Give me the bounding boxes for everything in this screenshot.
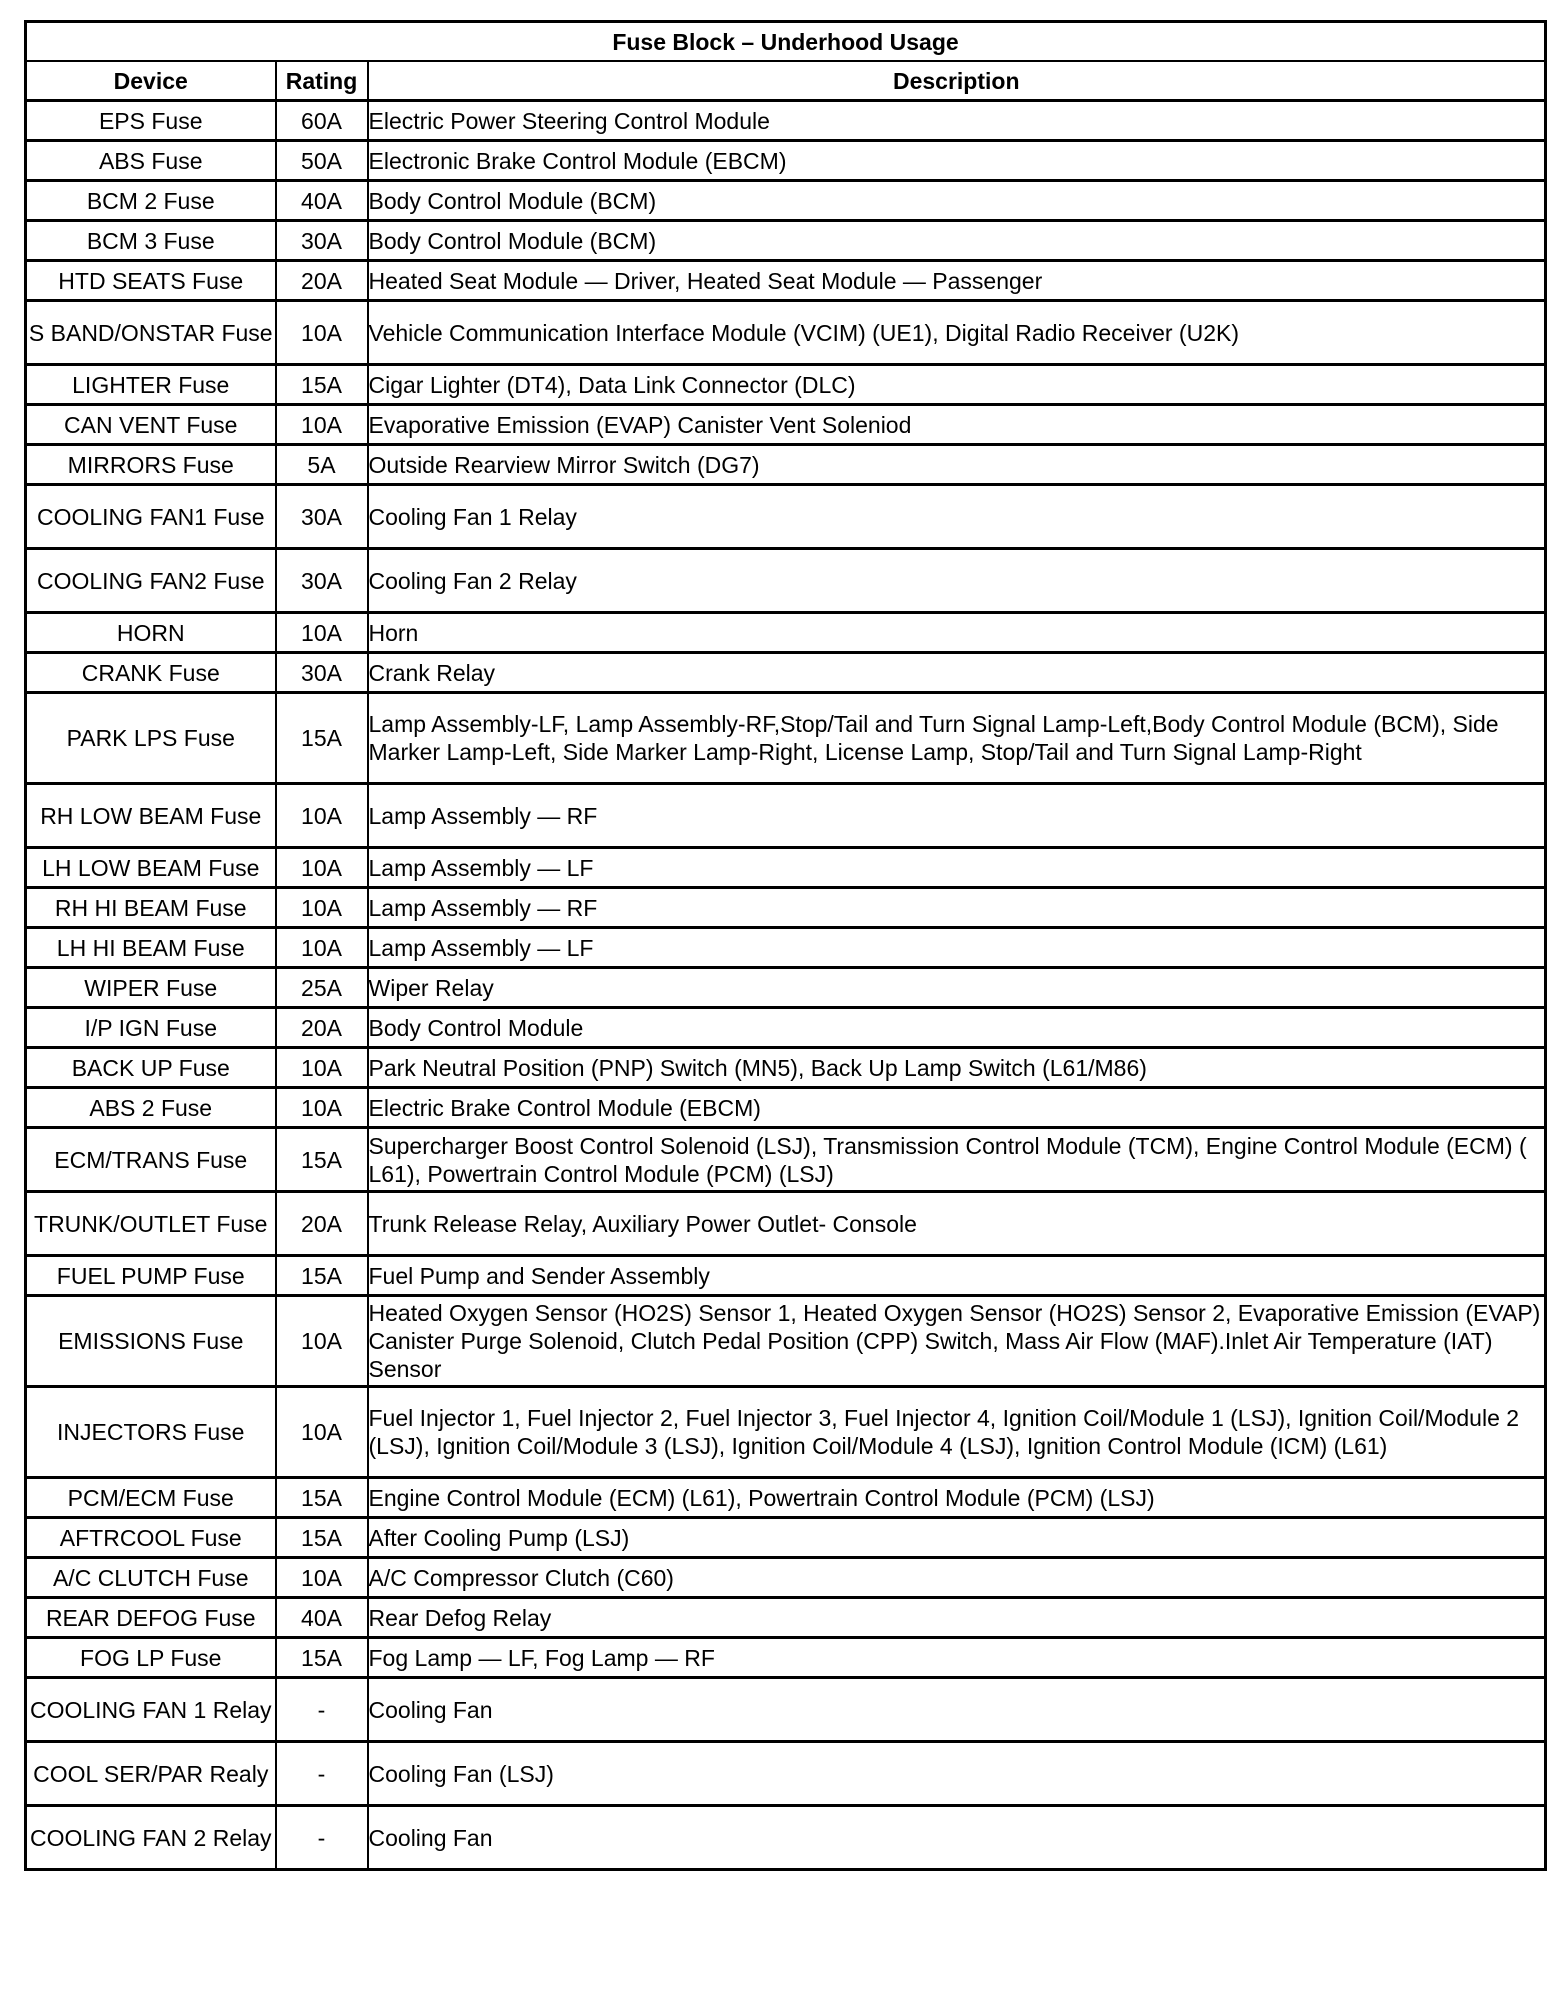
device-cell: EPS Fuse (26, 101, 276, 141)
table-row (26, 1478, 1546, 1518)
rating-cell: 40A (276, 1598, 368, 1638)
device-cell: FOG LP Fuse (26, 1638, 276, 1678)
header-device: Device (26, 61, 276, 101)
description-cell: Electronic Brake Control Module (EBCM) (368, 141, 1546, 181)
table-row (26, 888, 1546, 928)
table-row (26, 1088, 1546, 1128)
device-cell: ABS Fuse (26, 141, 276, 181)
device-cell: CRANK Fuse (26, 653, 276, 693)
device-cell: BCM 3 Fuse (26, 221, 276, 261)
rating-cell: 30A (276, 221, 368, 261)
rating-cell: - (276, 1742, 368, 1806)
description-cell: Lamp Assembly — RF (368, 784, 1546, 848)
table-row (26, 181, 1546, 221)
description-cell: Vehicle Communication Interface Module (VCIM) (UE1), Digital Radio Receiver (U2K) (368, 301, 1546, 365)
device-cell: BCM 2 Fuse (26, 181, 276, 221)
rating-cell: 10A (276, 888, 368, 928)
device-cell: ECM/TRANS Fuse (26, 1128, 276, 1192)
device-cell: A/C CLUTCH Fuse (26, 1558, 276, 1598)
rating-cell: - (276, 1806, 368, 1870)
description-cell: After Cooling Pump (LSJ) (368, 1518, 1546, 1558)
device-cell: RH LOW BEAM Fuse (26, 784, 276, 848)
description-cell: Park Neutral Position (PNP) Switch (MN5), Back Up Lamp Switch (L61/M86) (368, 1048, 1546, 1088)
table-row (26, 549, 1546, 613)
description-cell: Cooling Fan (368, 1806, 1546, 1870)
table-row (26, 968, 1546, 1008)
rating-cell: 10A (276, 613, 368, 653)
description-cell: Cigar Lighter (DT4), Data Link Connector (DLC) (368, 365, 1546, 405)
description-cell: Lamp Assembly — LF (368, 848, 1546, 888)
rating-cell: 10A (276, 405, 368, 445)
rating-cell: 10A (276, 1088, 368, 1128)
rating-cell: 15A (276, 1638, 368, 1678)
device-cell: COOLING FAN1 Fuse (26, 485, 276, 549)
description-cell: Lamp Assembly — RF (368, 888, 1546, 928)
device-cell: RH HI BEAM Fuse (26, 888, 276, 928)
table-row (26, 1518, 1546, 1558)
table-row (26, 613, 1546, 653)
description-cell: Fog Lamp — LF, Fog Lamp — RF (368, 1638, 1546, 1678)
table-row (26, 101, 1546, 141)
device-cell: S BAND/ONSTAR Fuse (26, 301, 276, 365)
table-body (26, 101, 1546, 1870)
rating-cell: 10A (276, 1296, 368, 1387)
description-cell: Electric Brake Control Module (EBCM) (368, 1088, 1546, 1128)
rating-cell: 20A (276, 1192, 368, 1256)
description-cell: Body Control Module (BCM) (368, 181, 1546, 221)
rating-cell: 10A (276, 928, 368, 968)
rating-cell: 10A (276, 1048, 368, 1088)
rating-cell: 20A (276, 1008, 368, 1048)
table-row (26, 693, 1546, 784)
table-row (26, 1678, 1546, 1742)
table-title: Fuse Block – Underhood Usage (26, 22, 1546, 62)
description-cell: Supercharger Boost Control Solenoid (LSJ), Transmission Control Module (TCM), Engine Control Module (ECM) ( L61), Powertrain Control Module (PCM) (LSJ) (368, 1128, 1546, 1192)
table-row (26, 261, 1546, 301)
description-cell: Cooling Fan (368, 1678, 1546, 1742)
device-cell: COOLING FAN2 Fuse (26, 549, 276, 613)
rating-cell: 40A (276, 181, 368, 221)
device-cell: CAN VENT Fuse (26, 405, 276, 445)
device-cell: EMISSIONS Fuse (26, 1296, 276, 1387)
table-header-row (26, 61, 1546, 101)
rating-cell: 60A (276, 101, 368, 141)
description-cell: Engine Control Module (ECM) (L61), Powertrain Control Module (PCM) (LSJ) (368, 1478, 1546, 1518)
device-cell: TRUNK/OUTLET Fuse (26, 1192, 276, 1256)
device-cell: WIPER Fuse (26, 968, 276, 1008)
device-cell: BACK UP Fuse (26, 1048, 276, 1088)
table-row (26, 1598, 1546, 1638)
device-cell: ABS 2 Fuse (26, 1088, 276, 1128)
description-cell: Lamp Assembly-LF, Lamp Assembly-RF,Stop/Tail and Turn Signal Lamp-Left,Body Control Module (BCM), Side Marker Lamp-Left, Side Marker Lamp-Right, License Lamp, Stop/Tail and Turn Signal Lamp-Right (368, 693, 1546, 784)
description-cell: Outside Rearview Mirror Switch (DG7) (368, 445, 1546, 485)
device-cell: COOLING FAN 1 Relay (26, 1678, 276, 1742)
fuse-usage-table (24, 20, 1547, 1871)
rating-cell: 15A (276, 693, 368, 784)
rating-cell: 15A (276, 1478, 368, 1518)
table-row (26, 1558, 1546, 1598)
table-row (26, 1296, 1546, 1387)
table-row (26, 365, 1546, 405)
header-description: Description (368, 61, 1546, 101)
rating-cell: 15A (276, 1518, 368, 1558)
device-cell: INJECTORS Fuse (26, 1387, 276, 1478)
rating-cell: 30A (276, 485, 368, 549)
rating-cell: - (276, 1678, 368, 1742)
rating-cell: 30A (276, 549, 368, 613)
description-cell: Heated Seat Module — Driver, Heated Seat Module — Passenger (368, 261, 1546, 301)
description-cell: Fuel Pump and Sender Assembly (368, 1256, 1546, 1296)
device-cell: HTD SEATS Fuse (26, 261, 276, 301)
table-title-row (26, 22, 1546, 62)
device-cell: PCM/ECM Fuse (26, 1478, 276, 1518)
description-cell: Body Control Module (368, 1008, 1546, 1048)
rating-cell: 25A (276, 968, 368, 1008)
fuse-block-sheet (24, 20, 1544, 1871)
rating-cell: 50A (276, 141, 368, 181)
rating-cell: 10A (276, 301, 368, 365)
description-cell: Crank Relay (368, 653, 1546, 693)
table-row (26, 405, 1546, 445)
rating-cell: 10A (276, 784, 368, 848)
description-cell: Heated Oxygen Sensor (HO2S) Sensor 1, Heated Oxygen Sensor (HO2S) Sensor 2, Evaporative Emission (EVAP) Canister Purge Solenoid, Clutch Pedal Position (CPP) Switch, Mass Air Flow (MAF).Inlet Air Temperature (IAT) Sensor (368, 1296, 1546, 1387)
table-row (26, 653, 1546, 693)
device-cell: MIRRORS Fuse (26, 445, 276, 485)
device-cell: AFTRCOOL Fuse (26, 1518, 276, 1558)
rating-cell: 20A (276, 261, 368, 301)
rating-cell: 15A (276, 1128, 368, 1192)
rating-cell: 10A (276, 848, 368, 888)
description-cell: Electric Power Steering Control Module (368, 101, 1546, 141)
device-cell: FUEL PUMP Fuse (26, 1256, 276, 1296)
table-row (26, 141, 1546, 181)
header-rating: Rating (276, 61, 368, 101)
description-cell: Lamp Assembly — LF (368, 928, 1546, 968)
device-cell: REAR DEFOG Fuse (26, 1598, 276, 1638)
table-row (26, 301, 1546, 365)
rating-cell: 15A (276, 1256, 368, 1296)
table-row (26, 485, 1546, 549)
rating-cell: 10A (276, 1387, 368, 1478)
description-cell: Horn (368, 613, 1546, 653)
description-cell: Trunk Release Relay, Auxiliary Power Outlet- Console (368, 1192, 1546, 1256)
table-row (26, 445, 1546, 485)
rating-cell: 10A (276, 1558, 368, 1598)
table-row (26, 1192, 1546, 1256)
table-row (26, 1806, 1546, 1870)
description-cell: Fuel Injector 1, Fuel Injector 2, Fuel Injector 3, Fuel Injector 4, Ignition Coil/Module 1 (LSJ), Ignition Coil/Module 2 (LSJ), Ignition Coil/Module 3 (LSJ), Ignition Coil/Module 4 (LSJ), Ignition Control Module (ICM) (L61) (368, 1387, 1546, 1478)
table-row (26, 1008, 1546, 1048)
table-row (26, 1256, 1546, 1296)
device-cell: LH LOW BEAM Fuse (26, 848, 276, 888)
description-cell: A/C Compressor Clutch (C60) (368, 1558, 1546, 1598)
table-row (26, 784, 1546, 848)
table-row (26, 1742, 1546, 1806)
table-row (26, 1128, 1546, 1192)
description-cell: Evaporative Emission (EVAP) Canister Vent Soleniod (368, 405, 1546, 445)
table-row (26, 1638, 1546, 1678)
description-cell: Rear Defog Relay (368, 1598, 1546, 1638)
description-cell: Cooling Fan 2 Relay (368, 549, 1546, 613)
device-cell: COOL SER/PAR Realy (26, 1742, 276, 1806)
description-cell: Cooling Fan (LSJ) (368, 1742, 1546, 1806)
device-cell: LIGHTER Fuse (26, 365, 276, 405)
device-cell: LH HI BEAM Fuse (26, 928, 276, 968)
table-row (26, 1048, 1546, 1088)
description-cell: Wiper Relay (368, 968, 1546, 1008)
rating-cell: 15A (276, 365, 368, 405)
description-cell: Body Control Module (BCM) (368, 221, 1546, 261)
rating-cell: 30A (276, 653, 368, 693)
description-cell: Cooling Fan 1 Relay (368, 485, 1546, 549)
table-row (26, 848, 1546, 888)
table-row (26, 928, 1546, 968)
table-row (26, 221, 1546, 261)
device-cell: HORN (26, 613, 276, 653)
table-row (26, 1387, 1546, 1478)
rating-cell: 5A (276, 445, 368, 485)
device-cell: COOLING FAN 2 Relay (26, 1806, 276, 1870)
device-cell: I/P IGN Fuse (26, 1008, 276, 1048)
device-cell: PARK LPS Fuse (26, 693, 276, 784)
